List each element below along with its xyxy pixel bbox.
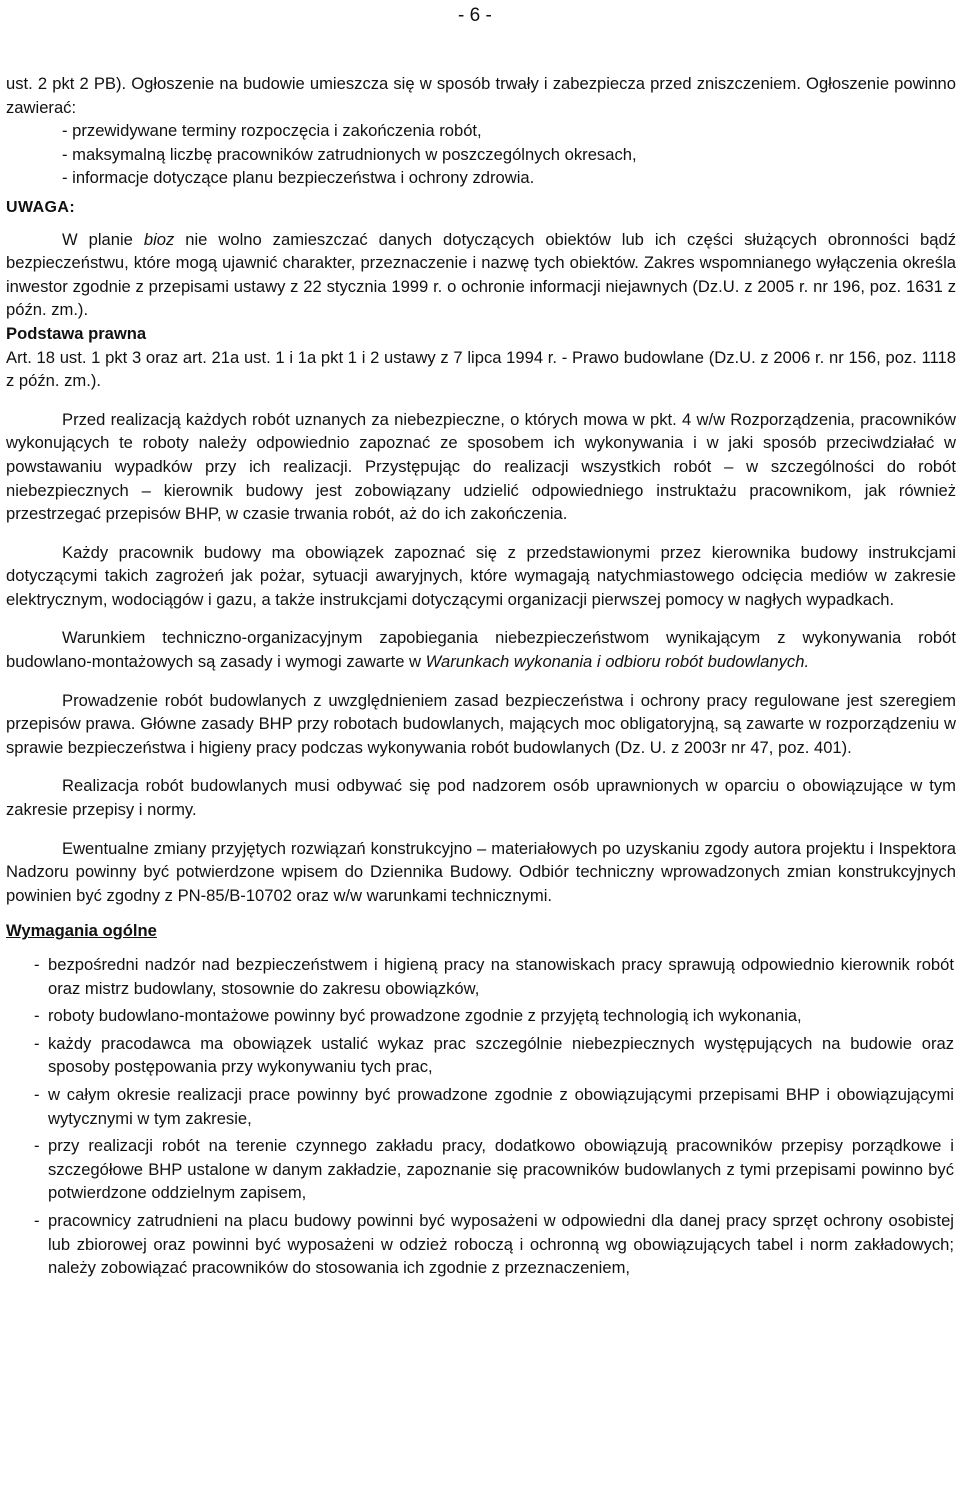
announcement-item: - przewidywane terminy rozpoczęcia i zakończenia robót, xyxy=(62,121,482,141)
technical-conditions-reference: Warunkach wykonania i odbioru robót budowlanych. xyxy=(425,652,810,672)
requirement-item: - pracownicy zatrudnieni na placu budowy powinni być wyposażeni w odpowiedni dla danej pracy sprzęt ochrony osobistej lub zbiorowej oraz powinni być wyposażeni w odzież roboczą i ochronną wg obowiązujących tabel i norm zakładowych; należy zobowiązać pracowników do stosowania ich zgodnie z przeznaczeniem, xyxy=(6,1209,956,1280)
requirement-item: - roboty budowlano-montażowe powinny być prowadzone zgodnie z przyjętą technologią ich wykonania, xyxy=(6,1004,956,1028)
worker-obligations-paragraph: Każdy pracownik budowy ma obowiązek zapoznać się z przedstawionymi przez kierownika budowy instrukcjami dotyczącymi takich zagrożeń jak pożar, sytuacji awaryjnych, które wymagają natychmiastowego odcięcia mediów w zakresie elektrycznym, wodociągów i gazu, a także instrukcjami dotyczącymi organizacji pierwszej pomocy w nagłych wypadkach. xyxy=(6,542,956,609)
design-changes-paragraph: Ewentualne zmiany przyjętych rozwiązań konstrukcyjno – materiałowych po uzyskaniu zgody autora projektu i Inspektora Nadzoru powinny być potwierdzone wpisem do Dziennika Budowy. Odbiór techniczny wprowadzonych zmian konstrukcyjnych powinien być zgodny z PN-85/B-10702 oraz w/w warunkami technicznymi. xyxy=(6,838,956,905)
requirement-item: - każdy pracodawca ma obowiązek ustalić wykaz prac szczególnie niebezpiecznych występujących na budowie oraz sposoby postępowania przy wykonywaniu tych prac, xyxy=(6,1032,956,1079)
safety-training-paragraph: Przed realizacją każdych robót uznanych za niebezpieczne, o których mowa w pkt. 4 w/w Rozporządzenia, pracowników wykonujących te roboty należy odpowiednio zapoznać ze sposobem ich wykonywania i w jaki sposób przeciwdziałać w powstawaniu wypadków przy ich realizacji. Przystępując do realizacji wszystkich robót – w szczególności do robót niebezpiecznych – kierownik budowy jest zobowiązany udzielić odpowiedniego instruktażu pracownikom, jak również przestrzegać przepisów BHP, w czasie trwania robót, aż do ich zakończenia. xyxy=(6,409,956,524)
requirement-item: - bezpośredni nadzór nad bezpieczeństwem i higieną pracy na stanowiskach pracy sprawują odpowiednio kierownik robót oraz mistrz budowlany, stosownie do zakresu obowiązków, xyxy=(6,953,956,1000)
technical-conditions-text: Warunkiem techniczno-organizacyjnym zapobiegania niebezpieczeństwom wynikającym z wykonywania robót budowlano-montażowych są zasady i wymogi zawarte w xyxy=(6,628,956,672)
warning-text-start: W planie xyxy=(62,229,144,249)
intro-paragraph: ust. 2 pkt 2 PB). Ogłoszenie na budowie umieszcza się w sposób trwały i zabezpiecza przed zniszczeniem. Ogłoszenie powinno zawierać: xyxy=(6,74,956,117)
requirement-item: - przy realizacji robót na terenie czynnego zakładu pracy, dodatkowo obowiązują pracowników przepisy porządkowe i szczegółowe BHP ustalone w danym zakładzie, zapoznanie się pracowników budowlanych z tymi przepisami powinno być potwierdzone oddzielnym zapisem, xyxy=(6,1134,956,1205)
bioz-term: bioz xyxy=(143,229,175,249)
warning-label: UWAGA: xyxy=(6,198,76,216)
document-body xyxy=(6,72,956,1284)
legal-basis-heading: Podstawa prawna xyxy=(6,323,147,343)
supervision-paragraph: Realizacja robót budowlanych musi odbywać się pod nadzorem osób uprawnionych w oparciu o obowiązujące w tym zakresie przepisy i normy. xyxy=(6,776,956,820)
page-number: - 6 - xyxy=(458,5,492,26)
warning-paragraph xyxy=(6,228,956,322)
general-requirements-heading: Wymagania ogólne xyxy=(6,921,157,941)
general-requirements-list xyxy=(6,953,956,1280)
technical-conditions-paragraph xyxy=(6,626,956,673)
regulations-paragraph: Prowadzenie robót budowlanych z uwzględnieniem zasad bezpieczeństwa i ochrony pracy regulowane jest szeregiem przepisów prawa. Główne zasady BHP przy robotach budowlanych, mających moc obligatoryjną, są zawarte w rozporządzeniu w sprawie bezpieczeństwa i higieny pracy podczas wykonywania robót budowlanych (Dz. U. z 2003r nr 47, poz. 401). xyxy=(6,690,956,757)
announcement-contents-list xyxy=(62,119,956,190)
announcement-item: - maksymalną liczbę pracowników zatrudnionych w poszczególnych okresach, xyxy=(62,144,637,164)
requirement-item: - w całym okresie realizacji prace powinny być prowadzone zgodnie z obowiązującymi przepisami BHP i obowiązującymi wytycznymi w tym zakresie, xyxy=(6,1083,956,1130)
warning-text-rest: nie wolno zamieszczać danych dotyczących obiektów lub ich części służących obronności bądź bezpieczeństwu, które mogą ujawnić charakter, przeznaczenie i nazwę tych obiektów. Zakres wspomnianego wyłączenia określa inwestor zgodnie z przepisami ustawy z 22 stycznia 1999 r. o ochronie informacji niejawnych (Dz.U. z 2005 r. nr 196, poz. 1631 z późn. zm.). xyxy=(6,229,956,320)
legal-basis-text: Art. 18 ust. 1 pkt 3 oraz art. 21a ust. 1 i 1a pkt 1 i 2 ustawy z 7 lipca 1994 r. - Prawo budowlane (Dz.U. z 2006 r. nr 156, poz. 1118 z późn. zm.). xyxy=(6,347,956,391)
announcement-item: - informacje dotyczące planu bezpieczeństwa i ochrony zdrowia. xyxy=(62,168,535,188)
